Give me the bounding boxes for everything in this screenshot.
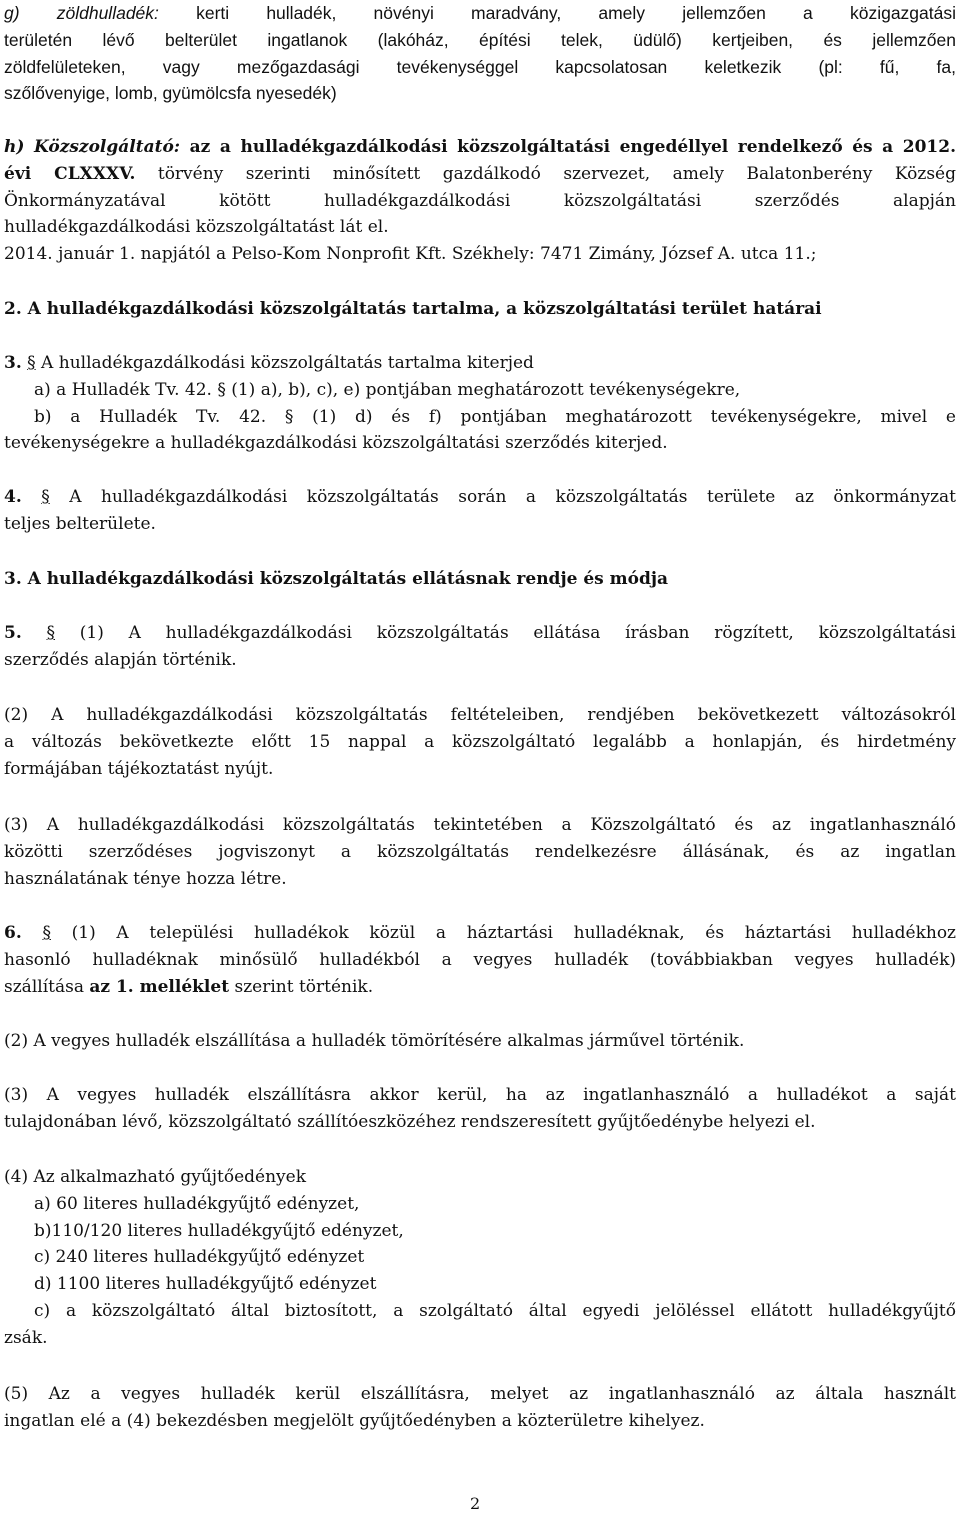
text-segment: szállítása [4, 976, 90, 997]
text-line [4, 484, 956, 511]
text-line: (5) Az a vegyes hulladék kerül elszállításra, melyet az ingatlanhasználó az általa használt [4, 1384, 956, 1404]
section-sign: § [46, 623, 56, 643]
text-segment: g) zöldhulladék: [4, 3, 159, 23]
paragraph-number: 5. [4, 623, 22, 643]
text-line: tevékenységekre a hulladékgazdálkodási közszolgáltatási szerződés kiterjed. [4, 433, 668, 454]
text-segment: szerint történik. [229, 976, 374, 997]
paragraph-4 [4, 484, 956, 538]
heading-text: 3. A hulladékgazdálkodási közszolgáltatás ellátásnak rendje és módja [4, 569, 669, 589]
text-segment: (1) A hulladékgazdálkodási közszolgáltatás ellátása írásban rögzített, közszolgáltatási [55, 623, 956, 643]
text-line: szőlővenyige, lomb, gyümölcsfa nyesedék) [4, 83, 337, 104]
paragraph-6-4 [4, 1164, 956, 1352]
text-segment: Közszolgáltató: [33, 137, 181, 157]
paragraph-6-5 [4, 1381, 956, 1435]
text-segment: az a hulladékgazdálkodási közszolgáltatási engedéllyel rendelkező és a 2012. [180, 137, 956, 157]
paragraph-5-1 [4, 620, 956, 674]
text-line: a változás bekövetkezte előtt 15 nappal a közszolgáltató legalább a honlapján, és hirdetmény [4, 731, 956, 752]
text-line: Önkormányzatával kötött hulladékgazdálkodási közszolgáltatási szerződés alapján [4, 190, 956, 211]
section-sign: § [42, 923, 51, 943]
text-line [4, 161, 956, 188]
text-line [4, 134, 956, 161]
text-line: teljes belterülete. [4, 513, 156, 534]
text-segment: h) [4, 137, 34, 157]
list-item: c) a közszolgáltató által biztosított, a szolgáltató által egyedi jelöléssel ellátott hulladékgyűjtő [34, 1300, 956, 1321]
text-line: hulladékgazdálkodási közszolgáltatást lát el. [4, 217, 389, 238]
annex-reference: az 1. melléklet [89, 976, 230, 997]
paragraph-3 [4, 350, 956, 457]
text-line: (4) Az alkalmazható gyűjtőedények [4, 1167, 307, 1187]
text-segment: kerti hulladék, növényi maradvány, amely jellemzően a közigazgatási [158, 3, 957, 23]
section-heading-3 [4, 566, 956, 593]
definition-h [4, 134, 956, 268]
text-segment: A hulladékgazdálkodási közszolgáltatás során a közszolgáltatás területe az önkormányzat [49, 487, 957, 507]
text-line: (3) A hulladékgazdálkodási közszolgáltatás tekintetében a Közszolgáltató és az ingatlanhasználó [4, 815, 956, 835]
paragraph-5-2 [4, 702, 956, 782]
text-line: (3) A vegyes hulladék elszállításra akkor kerül, ha az ingatlanhasználó a hulladékot a saját [4, 1085, 956, 1105]
page-number: 2 [470, 1494, 481, 1513]
list-item: b) a Hulladék Tv. 42. § (1) d) és f) pontjában meghatározott tevékenységekre, mivel e [34, 406, 956, 427]
list-item: a) a Hulladék Tv. 42. § (1) a), b), c), e) pontjában meghatározott tevékenységekre, [34, 379, 741, 400]
text-line [4, 974, 956, 1001]
paragraph-5-3 [4, 812, 956, 892]
text-line: zsák. [4, 1327, 48, 1348]
list-item: a) 60 literes hulladékgyűjtő edényzet, [34, 1193, 360, 1214]
text-line [4, 920, 956, 947]
paragraph-6-3 [4, 1082, 956, 1136]
text-line: közötti szerződéses jogviszonyt a közszolgáltatás rendelkezésre állásának, és az ingatlan [4, 841, 956, 862]
text-line: formájában tájékoztatást nyújt. [4, 758, 274, 779]
list-item: c) 240 literes hulladékgyűjtő edényzet [34, 1247, 365, 1268]
section-sign: § [41, 487, 50, 507]
paragraph-number: 4. [4, 487, 22, 507]
text-line: zöldfelületeken, vagy mezőgazdasági tevékenységgel kapcsolatosan keletkezik (pl: fű, fa, [4, 56, 956, 77]
text-line: szerződés alapján történik. [4, 649, 237, 670]
text-line: hasonló hulladéknak minősülő hulladékból a vegyes hulladék (továbbiakban vegyes hulladék) [4, 949, 956, 970]
text-segment: (1) A települési hulladékok közül a háztartási hulladéknak, és háztartási hulladékhoz [50, 923, 957, 943]
text-line [4, 0, 956, 27]
paragraph-6-1 [4, 920, 956, 1000]
text-line: (2) A hulladékgazdálkodási közszolgáltatás feltételeiben, rendjében bekövetkezett változásokról [4, 705, 956, 725]
text-segment: törvény szerinti minősített gazdálkodó szervezet, amely Balatonberény Község [135, 163, 956, 184]
list-item: b)110/120 literes hulladékgyűjtő edényzet, [34, 1220, 404, 1241]
text-line: használatának ténye hozza létre. [4, 868, 287, 889]
text-line [4, 620, 956, 647]
section-sign: § [27, 353, 36, 373]
text-segment [4, 137, 956, 157]
text-line: tulajdonában lévő, közszolgáltató szállítóeszközéhez rendszeresített gyűjtőedénybe helyezi el. [4, 1111, 816, 1132]
heading-text: 2. A hulladékgazdálkodási közszolgáltatás tartalma, a közszolgáltatási terület határai [4, 299, 822, 319]
paragraph-number: 3. [4, 353, 22, 373]
text-line: ingatlan elé a (4) bekezdésben megjelölt gyűjtőedényben a közterületre kihelyez. [4, 1410, 705, 1431]
text-line [4, 350, 956, 377]
text-segment: A hulladékgazdálkodási közszolgáltatás tartalma kiterjed [35, 353, 534, 373]
text-line: 2014. január 1. napjától a Pelso-Kom Nonprofit Kft. Székhely: 7471 Zimány, József A. utca 11.; [4, 244, 817, 265]
list-item: d) 1100 literes hulladékgyűjtő edényzet [34, 1274, 377, 1295]
text-line: területén lévő belterület ingatlanok (lakóház, építési telek, üdülő) kertjeiben, és jellemzően [4, 29, 956, 50]
definition-g [4, 0, 956, 107]
paragraph-6-2 [4, 1028, 956, 1055]
section-heading-2 [4, 296, 956, 323]
paragraph-number: 6. [4, 923, 22, 943]
text-segment: évi CLXXXV. [4, 163, 136, 184]
text-line: (2) A vegyes hulladék elszállítása a hulladék tömörítésére alkalmas járművel történik. [4, 1031, 745, 1051]
